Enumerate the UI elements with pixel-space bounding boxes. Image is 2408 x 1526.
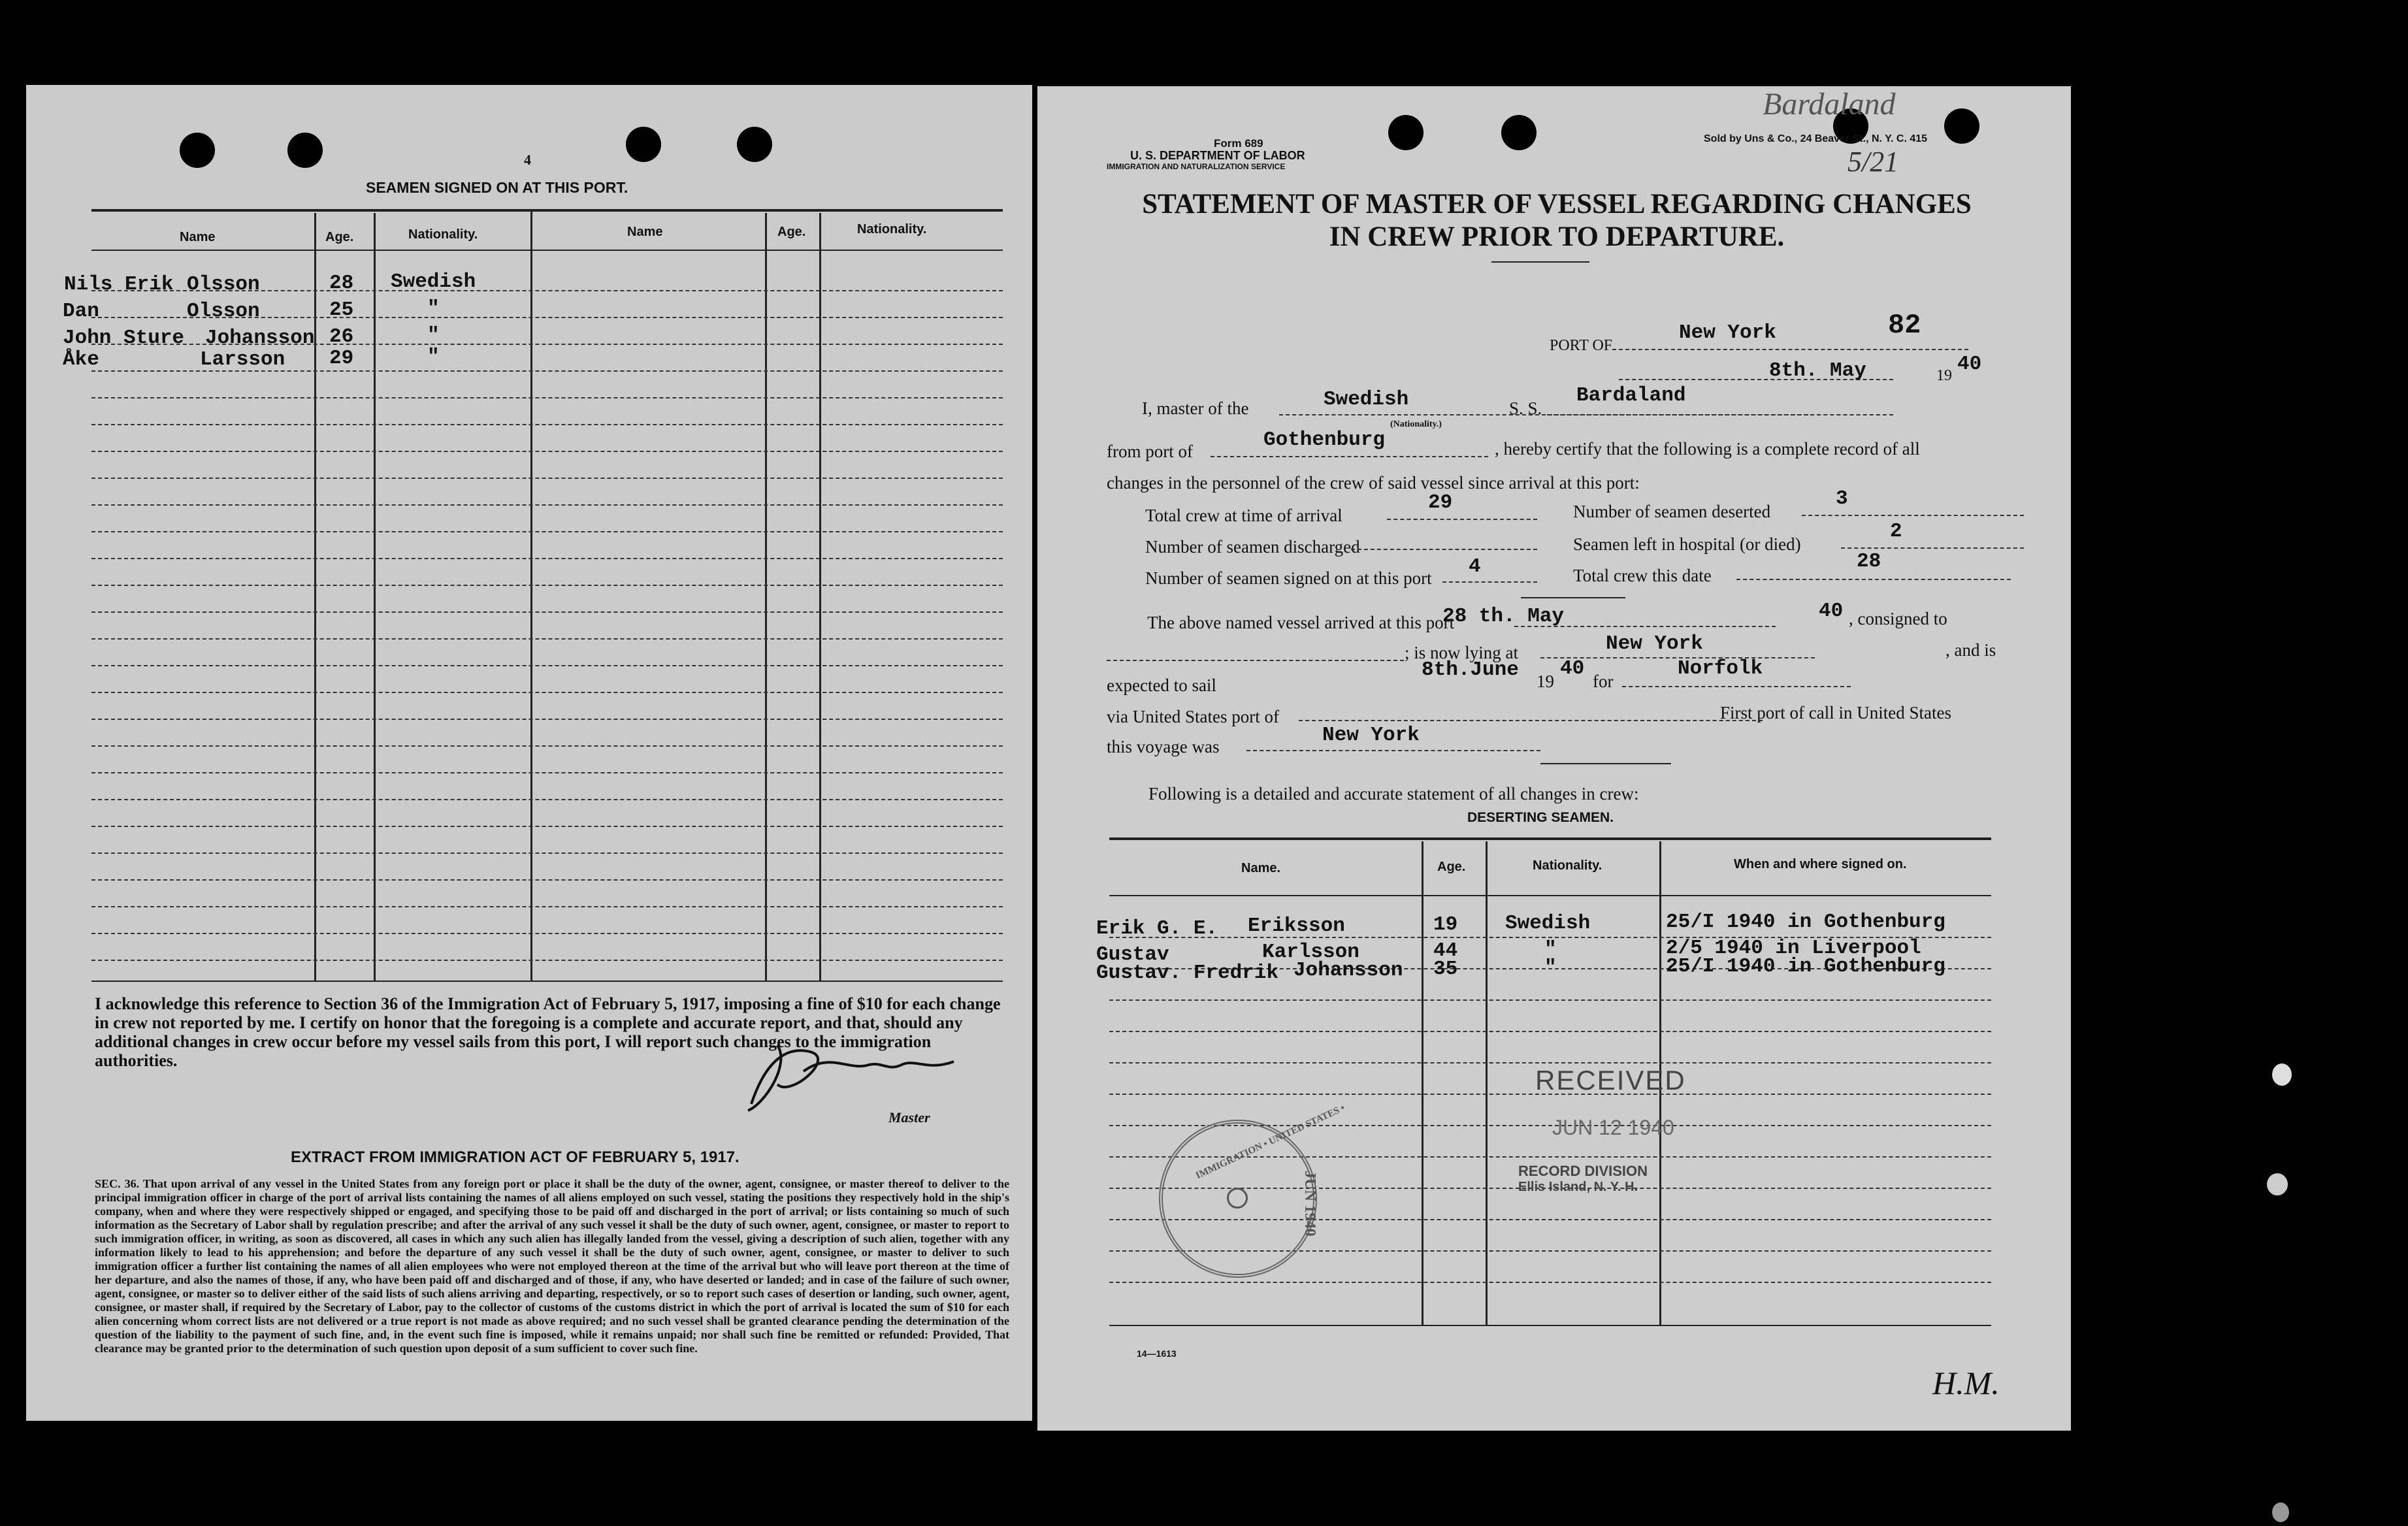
col-header-name: Name bbox=[180, 230, 216, 244]
port-value: New York bbox=[1679, 321, 1776, 344]
row-line bbox=[91, 906, 1003, 907]
seaman-first-name: Åke bbox=[63, 348, 99, 371]
for-line bbox=[1622, 686, 1851, 687]
year-prefix: 19 bbox=[1936, 367, 1952, 384]
stamp-date: JUN 1940 bbox=[1301, 1171, 1318, 1237]
deserter-age: 19 bbox=[1433, 913, 1458, 936]
year-value: 40 bbox=[1957, 353, 1982, 376]
sail-year: 40 bbox=[1560, 657, 1585, 680]
row-line bbox=[91, 451, 1003, 452]
row-line bbox=[91, 933, 1003, 934]
punch-hole bbox=[1501, 115, 1537, 150]
deserter-last-name: Johansson bbox=[1293, 959, 1403, 982]
table-header-rule bbox=[1109, 895, 1991, 896]
seaman-last-name: Johansson bbox=[205, 327, 315, 349]
col-divider bbox=[765, 213, 767, 981]
for-port-value: Norfolk bbox=[1678, 657, 1763, 680]
punch-hole bbox=[180, 133, 215, 168]
form-title-line1: STATEMENT OF MASTER OF VESSEL REGARDING CHANGES bbox=[1142, 189, 1972, 219]
col-header-age: Age. bbox=[777, 225, 806, 239]
following-label: Following is a detailed and accurate statement of all changes in crew: bbox=[1148, 784, 1639, 804]
total-date-label: Total crew this date bbox=[1573, 566, 1712, 585]
this-voyage-label: this voyage was bbox=[1107, 737, 1220, 756]
deserter-age: 35 bbox=[1433, 958, 1458, 981]
arrived-year: 40 bbox=[1819, 600, 1844, 623]
deserter-first-name: Gustav bbox=[1096, 943, 1169, 966]
arrived-label: The above named vessel arrived at this port bbox=[1147, 613, 1455, 632]
form-title-line2: IN CREW PRIOR TO DEPARTURE. bbox=[1329, 221, 1785, 252]
title-rule bbox=[1491, 261, 1589, 263]
deserting-title: DESERTING SEAMEN. bbox=[1467, 810, 1614, 825]
short-rule bbox=[1540, 763, 1671, 764]
deserter-nationality: " bbox=[1544, 956, 1557, 979]
and-is-label: , and is bbox=[1945, 640, 1996, 660]
col-header-name: Name. bbox=[1241, 861, 1281, 875]
footer-code: 14—1613 bbox=[1137, 1348, 1177, 1359]
short-rule bbox=[1521, 597, 1625, 598]
immigration-stamp bbox=[1159, 1103, 1347, 1278]
via-line bbox=[1299, 720, 1763, 721]
from-port-value: Gothenburg bbox=[1263, 429, 1386, 451]
col-divider bbox=[314, 213, 316, 981]
deserter-first-name: Gustav. Fredrik bbox=[1096, 962, 1279, 984]
port-line bbox=[1612, 349, 1968, 350]
hospital-line bbox=[1841, 547, 2024, 549]
deserter-signed-on: 25/I 1940 in Gothenburg bbox=[1666, 911, 1945, 933]
discharged-label: Number of seamen discharged bbox=[1145, 537, 1360, 557]
consigned-label: , consigned to bbox=[1849, 609, 1947, 628]
hospital-label: Seamen left in hospital (or died) bbox=[1573, 534, 1801, 554]
deserted-value: 3 bbox=[1836, 487, 1848, 510]
sail-year-prefix: 19 bbox=[1537, 672, 1554, 691]
port-label: PORT OF bbox=[1550, 337, 1613, 354]
page-number: 4 bbox=[524, 152, 531, 168]
row-line bbox=[91, 772, 1003, 773]
punch-hole bbox=[287, 133, 323, 168]
total-date-line bbox=[1736, 579, 2011, 580]
received-stamp: RECEIVED bbox=[1535, 1065, 1686, 1096]
deserter-last-name: Eriksson bbox=[1248, 915, 1345, 937]
row-line bbox=[91, 478, 1003, 479]
ss-label: S. S. bbox=[1509, 398, 1542, 418]
seaman-age: 28 bbox=[329, 272, 354, 295]
col-divider bbox=[1422, 841, 1424, 1325]
row-line bbox=[91, 692, 1003, 693]
section-title: SEAMEN SIGNED ON AT THIS PORT. bbox=[366, 179, 628, 196]
row-line bbox=[1109, 1282, 1991, 1283]
handwritten-initials: H.M. bbox=[1932, 1365, 2000, 1401]
row-line bbox=[91, 852, 1003, 854]
seaman-last-name: Olsson bbox=[187, 300, 260, 323]
deserter-first-name: Erik G. E. bbox=[1096, 917, 1218, 940]
col-divider bbox=[530, 209, 532, 981]
sail-date: 8th.June bbox=[1422, 658, 1519, 681]
certify-line2: changes in the personnel of the crew of said vessel since arrival at this port: bbox=[1107, 473, 1640, 493]
deserted-label: Number of seamen deserted bbox=[1573, 502, 1771, 521]
edge-mark bbox=[2272, 1063, 2292, 1086]
total-arrival-label: Total crew at time of arrival bbox=[1145, 506, 1342, 525]
deserted-line bbox=[1802, 515, 2024, 516]
extract-title: EXTRACT FROM IMMIGRATION ACT OF FEBRUARY 5, 1917. bbox=[291, 1148, 740, 1166]
col-divider bbox=[819, 213, 821, 981]
seaman-nationality: " bbox=[427, 297, 440, 320]
via-label: via United States port of bbox=[1107, 707, 1279, 726]
table-header-rule bbox=[91, 250, 1003, 251]
seaman-first-name: Dan bbox=[63, 300, 99, 323]
deserter-nationality: Swedish bbox=[1505, 912, 1591, 935]
table-bottom-rule bbox=[1109, 1325, 1991, 1326]
first-port-value: New York bbox=[1322, 724, 1420, 747]
hospital-value: 2 bbox=[1890, 520, 1902, 543]
port-number: 82 bbox=[1888, 310, 1921, 341]
col-header-signed: When and where signed on. bbox=[1734, 857, 1907, 871]
row-line bbox=[91, 397, 1003, 398]
col-header-nationality: Nationality. bbox=[408, 227, 478, 242]
expected-label: expected to sail bbox=[1107, 675, 1216, 695]
master-label: Master bbox=[888, 1109, 930, 1126]
date-value: 8th. May bbox=[1769, 359, 1866, 382]
service: IMMIGRATION AND NATURALIZATION SERVICE bbox=[1107, 162, 1286, 171]
edge-mark bbox=[2272, 1502, 2289, 1522]
edge-mark bbox=[2267, 1173, 2288, 1195]
lying-value: New York bbox=[1606, 632, 1703, 655]
row-line bbox=[91, 665, 1003, 666]
handwritten-vessel: Bardaland bbox=[1763, 87, 1896, 122]
table-top-rule bbox=[1109, 837, 1991, 840]
total-arrival-value: 29 bbox=[1428, 491, 1453, 514]
seaman-age: 25 bbox=[329, 299, 354, 321]
certify-line1: , hereby certify that the following is a complete record of all bbox=[1495, 439, 1920, 459]
printer-credit: Sold by Uns & Co., 24 Beaver St., N. Y. C. 415 bbox=[1704, 133, 1928, 144]
discharged-line bbox=[1351, 549, 1537, 550]
seaman-nationality: " bbox=[427, 346, 440, 368]
ellis-island: Ellis Island, N. Y. H. bbox=[1518, 1180, 1638, 1194]
seaman-nationality: Swedish bbox=[391, 270, 476, 293]
seaman-last-name: Larsson bbox=[200, 348, 285, 371]
consignee-line bbox=[1107, 660, 1404, 661]
total-arrival-line bbox=[1387, 519, 1537, 520]
left-page bbox=[26, 85, 1032, 1421]
row-line bbox=[91, 745, 1003, 747]
master-of-label: I, master of the bbox=[1142, 398, 1249, 418]
vessel-line bbox=[1547, 414, 1893, 415]
first-port-label: First port of call in United States bbox=[1720, 703, 1951, 722]
clock-icon bbox=[1227, 1188, 1248, 1209]
row-line bbox=[91, 799, 1003, 800]
row-line bbox=[91, 558, 1003, 559]
signed-value: 4 bbox=[1469, 555, 1481, 578]
col-divider bbox=[374, 213, 376, 981]
total-date-value: 28 bbox=[1857, 550, 1881, 573]
row-line bbox=[91, 424, 1003, 425]
row-line bbox=[91, 504, 1003, 506]
seaman-age: 26 bbox=[329, 325, 354, 348]
stamp-ring-text: IMMIGRATION • UNITED STATES • bbox=[1194, 1103, 1347, 1182]
row-line bbox=[1109, 999, 1991, 1001]
extract-text: SEC. 36. That upon arrival of any vessel in the United States from any foreign port or place it shall be the duty of the owner, agent, consignee, or master thereof to deliver to the principal immigration officer in charge of the port of arrival lists containing the names of all aliens employed on such vessel, stating the positions they respectively hold in the ship's company, when and where they were respectively shipped or engaged, and specifying those to be paid off and discharged in the port of arrival; or lists containing so much of such information as the Secretary of Labor shall by regulation prescribe; and after the arrival of any such vessel it shall be the duty of such owner, agent, consignee, or master to report to such immigration officer, in writing, as soon as discovered, all cases in which any such alien has illegally landed from the vessel, giving a description of such alien, together with any information likely to lead to his apprehension; and before the departure of any such vessel it shall be the duty of such owner, agent, consignee, or master to deliver to such immigration officer a further list containing the names of all alien employees who were not employed thereon at the time of the arrival but who will leave port thereon at the time of her departure, and also the names of those, if any, who have been paid off and discharged and of those, if any, who have deserted or landed; and in case of the failure of such owner, agent, consignee, or master so to deliver either of the said lists of such aliens arriving and departing, respectively, or so to report such cases of desertion or landing, such owner, agent, consignee, or master shall, if required by the Secretary of Labor, pay to the collector of customs of the customs district in which the port of arrival is located the sum of $10 for each alien concerning whom correct lists are not delivered or a true report is not made as above required; and no such vessel shall be granted clearance pending the determination of the question of the liability to the payment of such fine, and, in the event such fine is imposed, while it remains unpaid; nor shall such fine be remitted or refunded: Provided, That clearance may be granted prior to the determination of such question upon deposit of a sum sufficient to cover such fine. bbox=[95, 1177, 1009, 1355]
seaman-first-name: Nils Erik bbox=[64, 273, 174, 296]
arrived-date: 28 th. May bbox=[1442, 605, 1565, 628]
seaman-nationality: " bbox=[427, 324, 440, 347]
row-line bbox=[91, 585, 1003, 586]
seaman-age: 29 bbox=[329, 347, 354, 370]
handwritten-number: 5/21 bbox=[1847, 146, 1899, 178]
row-line bbox=[91, 638, 1003, 640]
lying-label: ; is now lying at bbox=[1405, 643, 1518, 662]
deserter-signed-on: 25/I 1940 in Gothenburg bbox=[1666, 955, 1945, 978]
this-voyage-line bbox=[1246, 750, 1540, 751]
row-line bbox=[91, 719, 1003, 720]
deserter-signed-on: 2/5 1940 in Liverpool bbox=[1666, 937, 1921, 960]
row-line bbox=[91, 960, 1003, 961]
deserter-nationality: " bbox=[1544, 938, 1557, 961]
col-header-age: Age. bbox=[325, 230, 354, 244]
row-line bbox=[1109, 1031, 1991, 1032]
nationality-label: (Nationality.) bbox=[1390, 419, 1442, 429]
col-header-age: Age. bbox=[1437, 860, 1466, 874]
received-date: JUN 12 1940 bbox=[1552, 1116, 1674, 1139]
row-line bbox=[91, 826, 1003, 827]
col-header-nationality: Nationality. bbox=[857, 222, 927, 236]
right-page bbox=[1037, 86, 2071, 1431]
arrived-line bbox=[1514, 626, 1776, 627]
punch-hole bbox=[1388, 115, 1424, 150]
deserter-age: 44 bbox=[1433, 939, 1458, 962]
seaman-last-name: Olsson bbox=[187, 273, 260, 296]
punch-hole bbox=[737, 127, 772, 162]
row-line bbox=[1109, 1062, 1991, 1063]
col-divider bbox=[1486, 841, 1488, 1325]
punch-hole bbox=[626, 127, 661, 162]
department: U. S. DEPARTMENT OF LABOR bbox=[1130, 149, 1305, 162]
for-label: for bbox=[1593, 672, 1614, 691]
table-top-rule bbox=[91, 209, 1003, 212]
from-port-line bbox=[1211, 456, 1488, 457]
row-line bbox=[91, 879, 1003, 881]
col-header-name: Name bbox=[627, 225, 663, 239]
deserter-last-name: Karlsson bbox=[1262, 941, 1359, 964]
master-signature bbox=[738, 1026, 960, 1117]
vessel-name: Bardaland bbox=[1576, 384, 1686, 407]
signed-label: Number of seamen signed on at this port bbox=[1145, 568, 1432, 588]
nationality-value: Swedish bbox=[1324, 388, 1409, 411]
seaman-first-name: John Sture bbox=[63, 327, 185, 349]
punch-hole bbox=[1944, 108, 1979, 144]
col-header-nationality: Nationality. bbox=[1533, 858, 1603, 873]
row-line bbox=[91, 531, 1003, 532]
from-port-label: from port of bbox=[1107, 442, 1193, 461]
acknowledgment-text: I acknowledge this reference to Section 36 of the Immigration Act of February 5, 1917, imposing a fine of $10 for each change in crew not reported by me. I certify on honor that the foregoing is a complete and accurate report, and that, should any additional changes in crew occur before my vessel sails from this port, I will report such changes to the immigration authorities. bbox=[95, 994, 1001, 1070]
table-bottom-rule bbox=[91, 981, 1003, 982]
record-division: RECORD DIVISION bbox=[1518, 1163, 1648, 1179]
row-line bbox=[91, 611, 1003, 613]
form-number: Form 689 bbox=[1214, 137, 1263, 150]
signed-line bbox=[1442, 581, 1537, 583]
